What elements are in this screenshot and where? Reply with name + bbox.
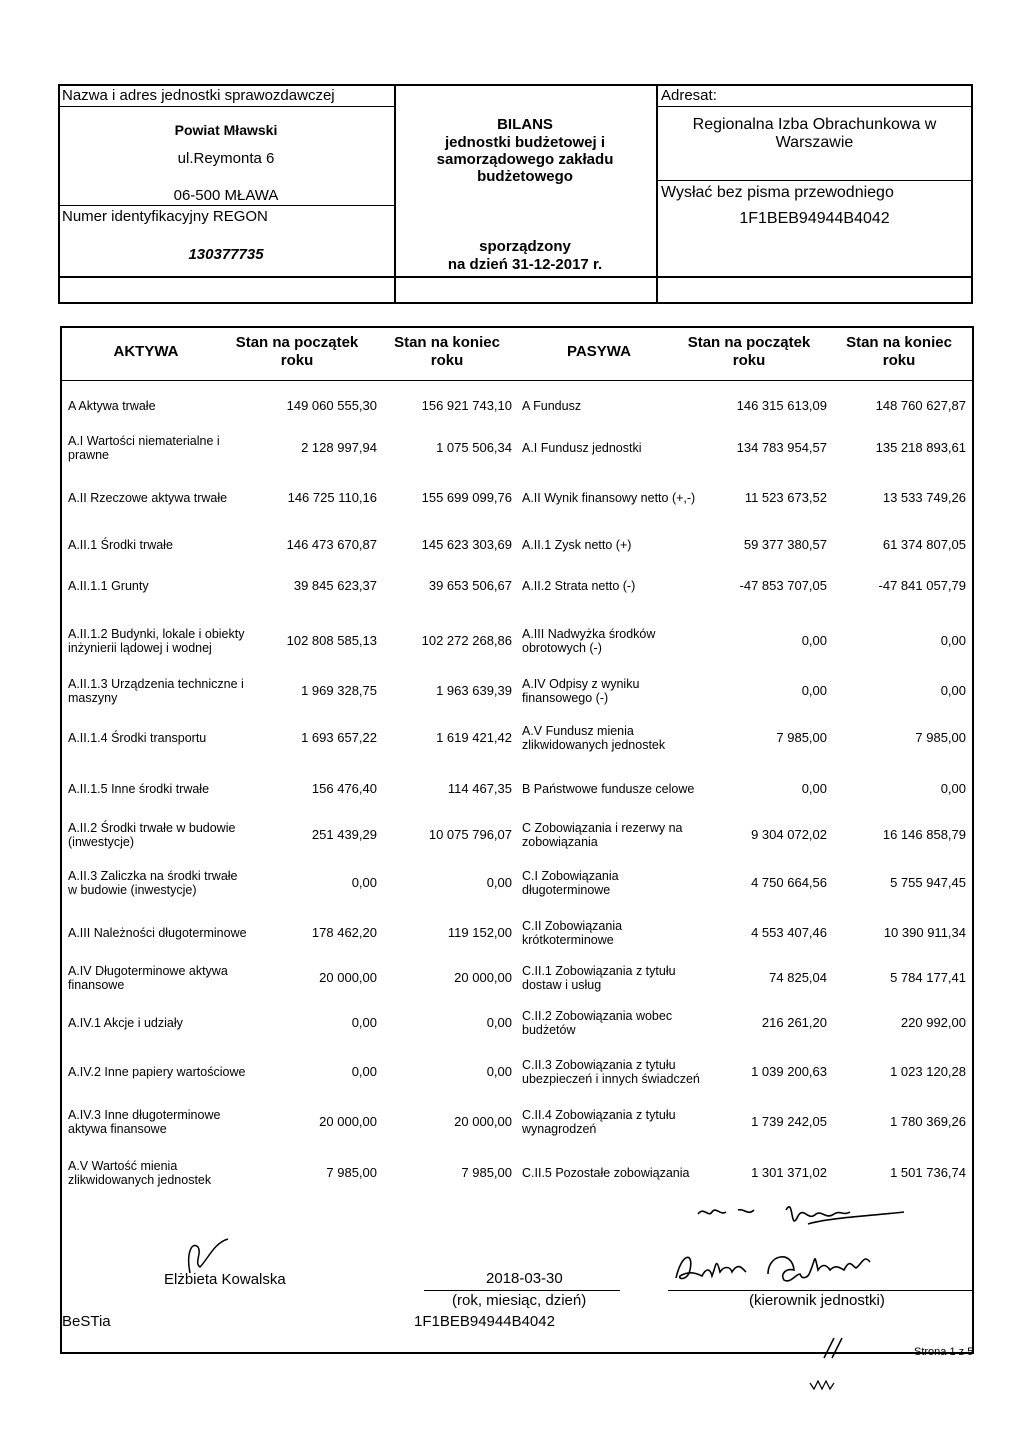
asset-end-value: 20 000,00 <box>454 1114 512 1129</box>
liability-label: A.IV Odpisy z wyniku finansowego (-) <box>522 677 640 705</box>
liability-start-value: 59 377 380,57 <box>743 537 827 552</box>
table-row <box>62 1148 972 1198</box>
regon-label: Numer identyfikacyjny REGON <box>62 208 268 225</box>
doc-title: BILANS <box>497 116 553 133</box>
liability-end-value: 13 533 749,26 <box>882 490 966 505</box>
liability-end-value: 7 985,00 <box>915 730 966 745</box>
asset-end-value: 145 623 303,69 <box>421 537 512 552</box>
asset-end-value: 0,00 <box>486 1064 512 1079</box>
date-line <box>424 1290 620 1291</box>
liability-end-value: 220 992,00 <box>900 1015 966 1030</box>
doc-subtitle-2: samorządowego zakładu <box>436 151 614 168</box>
table-row <box>62 814 972 856</box>
asset-end-value: 114 467,35 <box>447 781 512 796</box>
table-row <box>62 958 972 998</box>
regon-line <box>58 205 394 206</box>
liability-start-value: 216 261,20 <box>761 1015 827 1030</box>
addressee-label-underline <box>656 106 973 107</box>
liability-start-value: 0,00 <box>801 633 827 648</box>
asset-label: A.I Wartości niematerialne i prawne <box>68 434 220 462</box>
table-row <box>62 910 972 956</box>
regon-number: 130377735 <box>188 246 264 263</box>
asset-label: A.IV Długoterminowe aktywa finansowe <box>68 964 228 992</box>
asset-start-value: 0,00 <box>351 1015 377 1030</box>
unit-label: Nazwa i adres jednostki sprawozdawczej <box>62 87 335 104</box>
col-liabilities-heading: PASYWA <box>567 343 631 360</box>
liability-label: C.II.4 Zobowiązania z tytułu wynagrodzeń <box>522 1108 676 1136</box>
table-row <box>62 528 972 562</box>
addressee-line-2: Warszawie <box>775 134 854 151</box>
col-liabilities-start-heading-line2: roku <box>732 352 766 369</box>
liability-start-value: -47 853 707,05 <box>739 578 827 593</box>
asset-end-value: 0,00 <box>486 1015 512 1030</box>
liability-start-value: 0,00 <box>801 781 827 796</box>
table-row <box>62 1048 972 1096</box>
asset-start-value: 102 808 585,13 <box>286 633 377 648</box>
asset-label: A.II.1.3 Urządzenia techniczne i maszyny <box>68 677 244 705</box>
asset-start-value: 20 000,00 <box>319 1114 377 1129</box>
liability-start-value: 9 304 072,02 <box>751 827 827 842</box>
liability-label: C.II Zobowiązania krótkoterminowe <box>522 919 623 947</box>
liability-end-value: 1 501 736,74 <box>890 1165 966 1180</box>
asset-end-value: 20 000,00 <box>454 970 512 985</box>
liability-start-value: 1 301 371,02 <box>751 1165 827 1180</box>
liability-label: A.III Nadwyżka środków obrotowych (-) <box>522 627 656 655</box>
asset-end-value: 156 921 743,10 <box>421 398 512 413</box>
liability-label: A Fundusz <box>522 399 582 413</box>
liability-start-value: 4 553 407,46 <box>751 925 827 940</box>
asset-start-value: 0,00 <box>351 875 377 890</box>
liability-label: C.I Zobowiązania długoterminowe <box>522 869 619 897</box>
liability-end-value: 0,00 <box>940 683 966 698</box>
asset-end-value: 1 075 506,34 <box>436 440 512 455</box>
asset-start-value: 7 985,00 <box>326 1165 377 1180</box>
table-row <box>62 426 972 470</box>
liability-start-value: 134 783 954,57 <box>736 440 827 455</box>
table-header-line <box>60 380 974 381</box>
send-note-line <box>656 180 973 181</box>
asset-end-value: 7 985,00 <box>461 1165 512 1180</box>
col-liabilities-end-heading <box>824 334 974 370</box>
col-assets-heading: AKTYWA <box>113 343 179 360</box>
asset-start-value: 156 476,40 <box>311 781 377 796</box>
asset-label: A.II.2 Środki trwałe w budowie (inwestycje) <box>68 821 236 849</box>
liability-start-value: 4 750 664,56 <box>751 875 827 890</box>
head-caption: (kierownik jednostki) <box>749 1292 885 1309</box>
head-line <box>668 1290 974 1291</box>
report-doc-code: 1F1BEB94944B4042 <box>414 1313 555 1330</box>
liability-end-value: 148 760 627,87 <box>875 398 966 413</box>
asset-end-value: 0,00 <box>486 875 512 890</box>
initials-mark <box>820 1336 850 1360</box>
unit-name: Powiat Mławski <box>174 122 278 138</box>
asset-start-value: 251 439,29 <box>311 827 377 842</box>
liability-start-value: 146 315 613,09 <box>736 398 827 413</box>
asset-start-value: 39 845 623,37 <box>293 578 377 593</box>
table-row <box>62 1100 972 1144</box>
asset-label: A Aktywa trwałe <box>68 399 156 413</box>
table-row <box>62 566 972 606</box>
col-assets-end-heading <box>372 334 522 370</box>
asset-label: A.II.1.5 Inne środki trwałe <box>68 782 210 796</box>
asset-end-value: 1 963 639,39 <box>436 683 512 698</box>
prepared-date: na dzień 31-12-2017 r. <box>447 256 603 273</box>
col-assets-start-heading-line2: roku <box>280 352 314 369</box>
asset-label: A.II.1.4 Środki transportu <box>68 731 207 745</box>
software-name: BeSTia <box>62 1313 111 1330</box>
report-date: 2018-03-30 <box>486 1270 563 1287</box>
liability-label: C Zobowiązania i rezerwy na zobowiązania <box>522 821 683 849</box>
accountant-name: Elżbieta Kowalska <box>164 1271 286 1288</box>
col-liabilities-end-heading-line2: roku <box>882 352 916 369</box>
liability-end-value: 0,00 <box>940 633 966 648</box>
asset-start-value: 0,00 <box>351 1064 377 1079</box>
liability-end-value: 61 374 807,05 <box>882 537 966 552</box>
liability-end-value: 1 780 369,26 <box>890 1114 966 1129</box>
asset-start-value: 178 462,20 <box>311 925 377 940</box>
page-number: Strona 1 z 5 <box>914 1346 974 1358</box>
asset-label: A.II.3 Zaliczka na środki trwałe w budowie (inwestycje) <box>68 869 238 897</box>
liability-label: A.V Fundusz mienia zlikwidowanych jednostek <box>522 724 666 752</box>
asset-start-value: 1 693 657,22 <box>301 730 377 745</box>
liability-label: A.II.1 Zysk netto (+) <box>522 538 632 552</box>
liability-end-value: 135 218 893,61 <box>875 440 966 455</box>
liability-label: B Państwowe fundusze celowe <box>522 782 695 796</box>
table-row <box>62 388 972 424</box>
asset-end-value: 155 699 099,76 <box>421 490 512 505</box>
liability-end-value: 10 390 911,34 <box>883 925 966 940</box>
header-bottom-line <box>58 276 973 278</box>
liability-label: A.II Wynik finansowy netto (+,-) <box>522 491 696 505</box>
asset-label: A.III Należności długoterminowe <box>68 926 247 940</box>
col-liabilities-start-heading <box>674 334 824 370</box>
asset-start-value: 20 000,00 <box>319 970 377 985</box>
liability-label: C.II.5 Pozostałe zobowiązania <box>522 1166 690 1180</box>
asset-label: A.V Wartość mienia zlikwidowanych jednostek <box>68 1159 212 1187</box>
table-row <box>62 714 972 762</box>
asset-end-value: 1 619 421,42 <box>436 730 512 745</box>
unit-street: ul.Reymonta 6 <box>177 150 275 167</box>
asset-start-value: 1 969 328,75 <box>301 683 377 698</box>
liability-start-value: 11 523 673,52 <box>744 490 827 505</box>
col-liabilities-start-heading-line1: Stan na początek <box>687 334 811 351</box>
asset-start-value: 146 725 110,16 <box>287 490 377 505</box>
col-assets-start-heading <box>222 334 372 370</box>
table-row <box>62 766 972 812</box>
table-row <box>62 858 972 908</box>
col-liabilities-end-heading-line1: Stan na koniec <box>846 334 952 351</box>
liability-label: A.I Fundusz jednostki <box>522 441 642 455</box>
liability-end-value: 16 146 858,79 <box>882 827 966 842</box>
send-note: Wysłać bez pisma przewodniego <box>661 184 894 201</box>
liability-end-value: 5 755 947,45 <box>890 875 966 890</box>
paraph-mark <box>808 1377 838 1391</box>
unit-postcode-city: 06-500 MŁAWA <box>173 187 279 204</box>
asset-end-value: 39 653 506,67 <box>428 578 512 593</box>
asset-label: A.II.1 Środki trwałe <box>68 538 173 552</box>
asset-end-value: 10 075 796,07 <box>428 827 512 842</box>
report-date-caption: (rok, miesiąc, dzień) <box>452 1292 587 1309</box>
table-row <box>62 616 972 666</box>
asset-label: A.IV.3 Inne długoterminowe aktywa finansowe <box>68 1108 221 1136</box>
col-assets-start-heading-line1: Stan na początek <box>235 334 359 351</box>
addressee-line-1: Regionalna Izba Obrachunkowa w <box>692 116 937 133</box>
liability-end-value: 0,00 <box>940 781 966 796</box>
col-assets-end-heading-line2: roku <box>430 352 464 369</box>
asset-label: A.II.1.2 Budynki, lokale i obiekty inżynierii lądowej i wodnej <box>68 627 245 655</box>
head-signature <box>668 1196 968 1292</box>
table-row <box>62 472 972 524</box>
liability-label: C.II.2 Zobowiązania wobec budżetów <box>522 1009 673 1037</box>
prepared-label: sporządzony <box>479 238 571 255</box>
liability-end-value: -47 841 057,79 <box>878 578 966 593</box>
doc-code: 1F1BEB94944B4042 <box>739 210 890 227</box>
addressee-label: Adresat: <box>661 87 717 104</box>
asset-label: A.IV.1 Akcje i udziały <box>68 1016 183 1030</box>
asset-end-value: 102 272 268,86 <box>421 633 512 648</box>
table-row <box>62 670 972 712</box>
liability-start-value: 7 985,00 <box>776 730 827 745</box>
doc-subtitle-3: budżetowego <box>477 168 573 185</box>
asset-start-value: 146 473 670,87 <box>286 537 377 552</box>
doc-subtitle-1: jednostki budżetowej i <box>444 134 605 151</box>
table-row <box>62 1002 972 1044</box>
asset-end-value: 119 152,00 <box>447 925 512 940</box>
liability-start-value: 1 039 200,63 <box>751 1064 827 1079</box>
liability-label: A.II.2 Strata netto (-) <box>522 579 636 593</box>
liability-end-value: 5 784 177,41 <box>890 970 966 985</box>
asset-start-value: 2 128 997,94 <box>301 440 377 455</box>
liability-start-value: 0,00 <box>801 683 827 698</box>
unit-label-underline <box>58 106 394 107</box>
liability-start-value: 74 825,04 <box>769 970 827 985</box>
asset-start-value: 149 060 555,30 <box>286 398 377 413</box>
asset-label: A.II.1.1 Grunty <box>68 579 149 593</box>
asset-label: A.II Rzeczowe aktywa trwałe <box>68 491 228 505</box>
liability-start-value: 1 739 242,05 <box>751 1114 827 1129</box>
asset-label: A.IV.2 Inne papiery wartościowe <box>68 1065 246 1079</box>
liability-end-value: 1 023 120,28 <box>890 1064 966 1079</box>
col-assets-end-heading-line1: Stan na koniec <box>394 334 500 351</box>
liability-label: C.II.1 Zobowiązania z tytułu dostaw i usług <box>522 964 676 992</box>
liability-label: C.II.3 Zobowiązania z tytułu ubezpieczeń i innych świadczeń <box>522 1058 700 1086</box>
